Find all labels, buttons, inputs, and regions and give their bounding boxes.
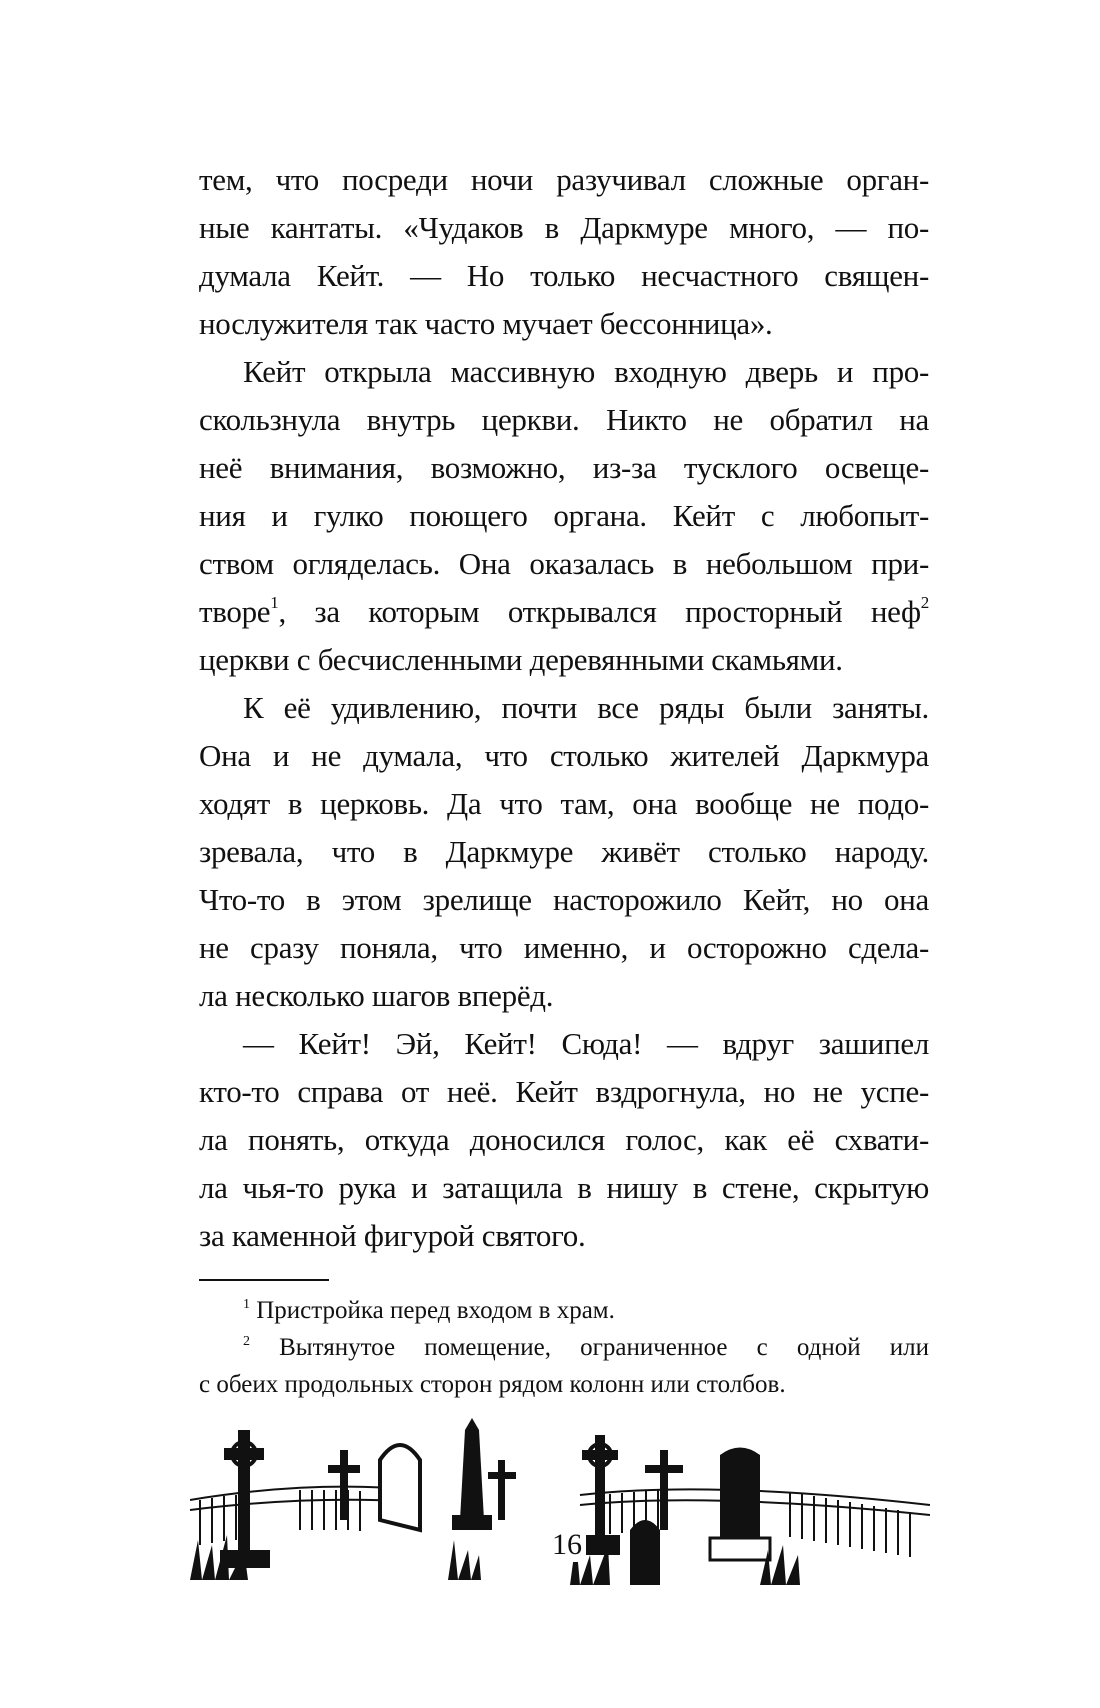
text-fragment: , за которым открывался просторный неф [278,594,921,629]
text-line: не сразу поняла, что именно, и осторожно сдела- [199,930,929,965]
text-line: Она и не думала, что столько жителей Даркмура [199,738,929,773]
text-line: ла несколько шагов вперёд. [199,978,554,1013]
text-line: нослужителя так часто мучает бессонница». [199,306,773,341]
text-line: Кейт открыла массивную входную дверь и про- [243,354,929,389]
text-line: зревала, что в Даркмуре живёт столько народу. [199,834,929,869]
footnote-ref-2[interactable]: 2 [920,593,929,612]
text-line: ством огляделась. Она оказалась в небольшом при- [199,546,929,581]
text-line: неё внимания, возможно, из-за тусклого освеще- [199,450,929,485]
text-line: ла чья-то рука и затащила в нишу в стене, скрытую [199,1170,929,1205]
text-line [199,588,929,636]
text-line: скользнула внутрь церкви. Никто не обратил на [199,402,929,437]
text-line: церкви с бесчисленными деревянными скамьями. [199,642,843,677]
text-line: ные кантаты. «Чудаков в Даркмуре много, — по- [199,210,929,245]
text-line: тем, что посреди ночи разучивал сложные орган- [199,162,929,197]
text-line: думала Кейт. — Но только несчастного священ- [199,258,929,293]
page-number: 16 [548,1528,586,1562]
footnote-text: Пристройка перед входом в храм. [256,1297,615,1324]
text-line: — Кейт! Эй, Кейт! Сюда! — вдруг зашипел [243,1026,929,1061]
text-line: ходят в церковь. Да что там, она вообще не подо- [199,786,929,821]
text-line: за каменной фигурой святого. [199,1218,586,1253]
footnote-ref-1[interactable]: 1 [270,593,279,612]
text-line: Что-то в этом зрелище насторожило Кейт, но она [199,882,929,917]
text-line: ла понять, откуда доносился голос, как её схвати- [199,1122,929,1157]
graveyard-illustration-icon [190,1410,930,1600]
footnote-2-continuation: с обеих продольных сторон рядом колонн или столбов. [199,1371,786,1398]
footnote-1 [199,1292,929,1329]
footnote-number: 2 [243,1334,250,1349]
text-line: ния и гулко поющего органа. Кейт с любопыт- [199,498,929,533]
footnote-number: 1 [243,1297,250,1312]
footnote-2 [199,1329,929,1366]
footnotes [199,1292,929,1403]
text-fragment: творе [199,594,271,629]
text-line: К её удивлению, почти все ряды были заняты. [243,690,929,725]
body-text [199,156,929,1260]
text-line: кто-то справа от неё. Кейт вздрогнула, но не успе- [199,1074,929,1109]
footnote-divider [199,1279,329,1281]
footnote-text: Вытянутое помещение, ограниченное с одной или [279,1334,929,1361]
